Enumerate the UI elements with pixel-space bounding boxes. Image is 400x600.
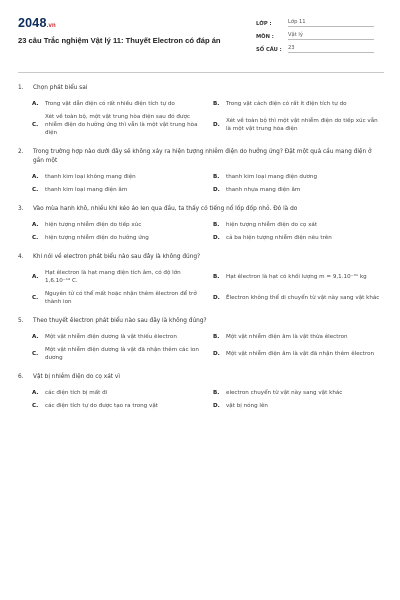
answer-option[interactable] [213,333,384,341]
question-number: 4. [18,254,24,260]
question-item [18,84,384,137]
header-divider [18,72,384,73]
question-stem [18,148,384,166]
question-item [18,373,384,410]
answer-letter: B. [213,101,220,107]
answer-text: Một vật nhiễm điện dương là vật đã nhận thêm các ion dương [45,347,199,361]
answer-letter: B. [213,174,220,180]
answer-option[interactable] [213,100,384,108]
answer-option[interactable] [213,113,384,137]
document-header [18,14,384,72]
answer-grid [18,269,384,306]
answer-option[interactable] [32,234,203,242]
answer-option[interactable] [213,389,384,397]
meta-row-count [256,40,374,53]
question-number: 5. [18,318,24,324]
answer-grid [18,100,384,137]
answer-option[interactable] [213,173,384,181]
answer-text: Trong vật dẫn điện có rất nhiều điện tích tự do [45,101,175,107]
answer-option[interactable] [32,333,203,341]
answer-text: Nguyên tử có thể mất hoặc nhận thêm êlectron để trở thành ion [45,291,197,305]
question-list [18,84,384,410]
answer-text: thanh nhựa mang điện âm [226,187,301,193]
question-item [18,317,384,362]
answer-text: thanh kim loại mang điện âm [45,187,128,193]
question-stem [18,253,384,262]
answer-grid [18,333,384,362]
answer-option[interactable] [213,269,384,285]
meta-value: 23 [288,45,374,53]
site-logo[interactable] [18,16,56,30]
meta-value: Lớp 11 [288,19,374,27]
answer-option[interactable] [32,389,203,397]
question-item [18,205,384,242]
answer-option[interactable] [213,186,384,194]
answer-letter: C. [32,235,39,241]
answer-letter: A. [32,174,39,180]
meta-table [256,14,374,53]
answer-letter: A. [32,101,39,107]
answer-text: Xét về toàn bộ, một vật trung hòa điện sau đó được nhiễm điện do hưởng ứng thì vẫn là một vật trung hòa điện [45,114,198,136]
answer-letter: D. [213,295,220,301]
question-stem [18,84,384,93]
question-item [18,253,384,306]
question-text: Khi nói về electron phát biểu nào sau đây là không đúng? [33,254,201,260]
answer-option[interactable] [213,402,384,410]
answer-option[interactable] [213,346,384,362]
answer-text: thanh kim loại mang điện dương [226,174,318,180]
answer-text: hiện tượng nhiễm điện do tiếp xúc [45,222,142,228]
answer-letter: C. [32,295,39,301]
answer-text: Xét về toàn bộ thì một vật nhiễm điện do tiếp xúc vẫn là một vật trung hòa điện [226,118,378,132]
answer-text: Trong vật cách điện có rất ít điện tích tự do [226,101,347,107]
answer-letter: C. [32,187,39,193]
answer-text: Một vật nhiễm điện âm là vật đã nhận thêm êlectron [226,351,375,357]
answer-letter: D. [213,187,220,193]
answer-text: các điện tích bị mất đi [45,390,108,396]
answer-letter: D. [213,403,220,409]
meta-row-subject [256,27,374,40]
question-text: Trong trường hợp nào dưới đây sẽ không xảy ra hiện tượng nhiễm điện do hưởng ứng? Đặt một quả cầu mang điện ở gần một [33,149,372,164]
answer-letter: C. [32,351,39,357]
question-text: Chọn phát biểu sai [33,85,88,91]
answer-grid [18,389,384,410]
answer-text: cả ba hiện tượng nhiễm điện nêu trên [226,235,332,241]
answer-grid [18,173,384,194]
answer-text: electron chuyển từ vật này sang vật khác [226,390,343,396]
question-number: 2. [18,149,24,155]
answer-letter: A. [32,390,39,396]
meta-key: MÔN : [256,34,274,40]
answer-letter: D. [213,122,220,128]
answer-letter: B. [213,334,220,340]
answer-letter: B. [213,222,220,228]
question-stem [18,317,384,326]
answer-option[interactable] [213,234,384,242]
meta-key: SỐ CÂU : [256,47,282,53]
meta-value: Vật lý [288,32,374,40]
question-number: 6. [18,374,24,380]
question-number: 1. [18,85,24,91]
answer-text: Một vật nhiễm điện dương là vật thiếu êlectron [45,334,177,340]
answer-letter: A. [32,334,39,340]
answer-option[interactable] [32,221,203,229]
question-text: Vật bị nhiễm điện do cọ xát vì [33,374,120,380]
question-text: Vào mùa hanh khô, nhiều khi kéo áo len qua đầu, ta thấy có tiếng nổ lốp đốp nhỏ. Đó là do [33,206,298,212]
answer-option[interactable] [32,290,203,306]
question-text: Theo thuyết êlectron phát biểu nào sau đây là không đúng? [33,318,207,324]
answer-text: thanh kim loại không mang điện [45,174,136,180]
answer-text: Êlectron không thể di chuyển từ vật này sang vật khác [226,295,380,301]
answer-option[interactable] [32,100,203,108]
meta-key: LỚP : [256,21,272,27]
answer-option[interactable] [32,269,203,285]
question-stem [18,205,384,214]
question-item [18,148,384,194]
answer-letter: C. [32,122,39,128]
answer-text: Hạt êlectron là hạt có khối lượng m = 9,1.10⁻³¹ kg [226,274,367,280]
answer-text: hiện tượng nhiễm điện do hưởng ứng [45,235,149,241]
answer-grid [18,221,384,242]
meta-row-grade [256,14,374,27]
answer-letter: B. [213,390,220,396]
answer-text: Một vật nhiễm điện âm là vật thừa êlectron [226,334,348,340]
answer-letter: D. [213,351,220,357]
answer-option[interactable] [32,173,203,181]
answer-text: các điện tích tự do được tạo ra trong vật [45,403,158,409]
answer-letter: C. [32,403,39,409]
answer-letter: D. [213,235,220,241]
answer-letter: A. [32,222,39,228]
question-number: 3. [18,206,24,212]
document-title: 23 câu Trắc nghiệm Vật lý 11: Thuyết Electron có đáp án [18,36,221,45]
answer-text: vật bị nóng lên [226,403,268,409]
answer-letter: B. [213,274,220,280]
logo-text: 2048 [18,16,47,30]
answer-option[interactable] [32,113,203,137]
answer-text: hiện tượng nhiễm điện do cọ xát [226,222,318,228]
answer-option[interactable] [32,186,203,194]
answer-option[interactable] [213,221,384,229]
question-stem [18,373,384,382]
answer-letter: A. [32,274,39,280]
answer-option[interactable] [32,346,203,362]
answer-text: Hạt êlectron là hạt mang điện tích âm, có độ lớn 1,6.10⁻¹⁹ C. [45,270,181,284]
logo-domain: .vn [46,23,56,29]
answer-option[interactable] [32,402,203,410]
answer-option[interactable] [213,290,384,306]
